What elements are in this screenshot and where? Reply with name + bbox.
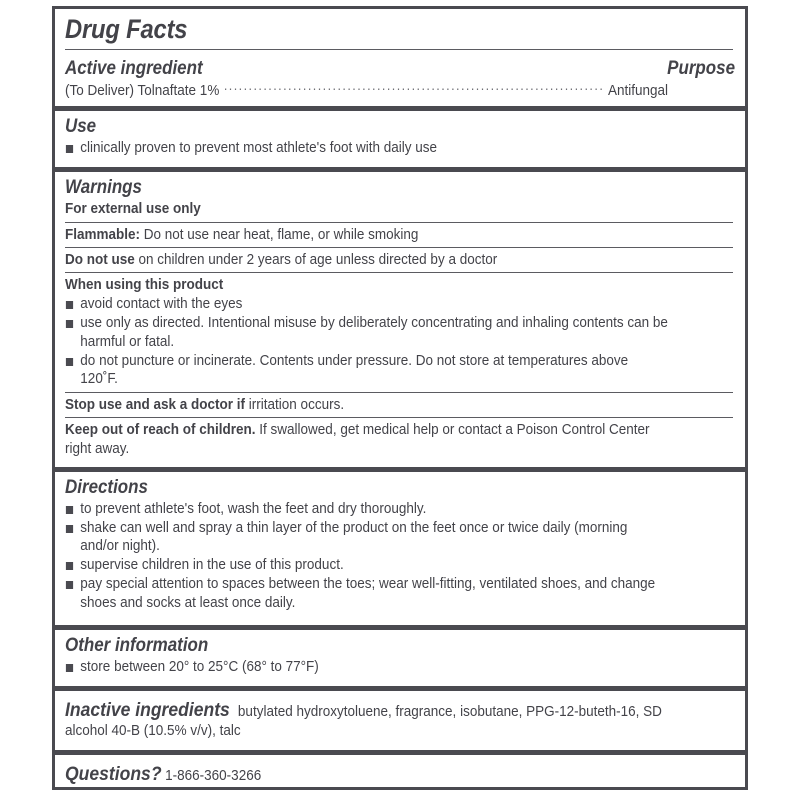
other-information-heading: Other information <box>65 634 209 657</box>
inactive-ingredients-section <box>55 691 745 750</box>
active-ingredient-heading-row <box>65 53 735 80</box>
list-item: avoid contact with the eyes <box>65 295 668 314</box>
warning-divider-1 <box>65 222 733 223</box>
active-ingredient-value: (To Deliver) Tolnaftate 1% <box>65 82 220 100</box>
warning-keep-out-label: Keep out of reach of children. <box>65 421 256 439</box>
warning-keep-out-text: If swallowed, get medical help or contact a Poison Control Center right away. <box>65 421 650 457</box>
warning-do-not-use-label: Do not use <box>65 251 135 269</box>
questions-section <box>55 755 745 786</box>
title-rule-wrap <box>55 49 745 50</box>
warning-do-not-use-text: on children under 2 years of age unless directed by a doctor <box>134 251 498 269</box>
purpose-heading: Purpose <box>667 57 735 80</box>
directions-section <box>55 477 745 625</box>
warnings-section <box>55 177 745 467</box>
list-item: clinically proven to prevent most athlete's foot with daily use <box>65 139 668 158</box>
warning-flammable <box>65 226 668 244</box>
directions-list <box>65 500 735 613</box>
title-divider <box>65 49 733 50</box>
section-divider-directions <box>55 467 745 472</box>
warning-stop-use-text: irritation occurs. <box>245 395 345 413</box>
active-ingredient-row <box>65 80 668 100</box>
purpose-value: Antifungal <box>607 82 668 100</box>
section-divider-use <box>55 106 745 111</box>
list-item: pay special attention to spaces between the toes; wear well-fitting, ventilated shoes, and change shoes and socks at least once daily. <box>65 575 668 612</box>
warning-flammable-text: Do not use near heat, flame, or while smoking <box>140 225 419 243</box>
list-item: shake can well and spray a thin layer of the product on the feet once or twice daily (morning and/or night). <box>65 519 668 556</box>
warning-stop-use <box>65 396 668 414</box>
warning-divider-4 <box>65 392 733 393</box>
warning-stop-use-label: Stop use and ask a doctor if <box>65 395 246 413</box>
dot-leader <box>224 80 605 95</box>
active-ingredient-section <box>55 53 745 106</box>
warning-divider-2 <box>65 247 733 248</box>
drug-facts-label <box>52 6 748 790</box>
inactive-ingredients-text: butylated hydroxytoluene, fragrance, isobutane, PPG-12-buteth-16, SD alcohol 40-B (10.5% v/v), talc <box>65 702 662 740</box>
list-item: use only as directed. Intentional misuse by deliberately concentrating and inhaling contents can be harmful or fatal. <box>65 314 668 351</box>
questions-phone: 1-866-360-3266 <box>165 766 262 784</box>
warning-do-not-use <box>65 251 668 269</box>
inactive-ingredients-heading: Inactive ingredients <box>65 698 230 721</box>
warning-when-using-heading: When using this product <box>65 276 224 294</box>
other-information-section <box>55 635 745 686</box>
list-item: do not puncture or incinerate. Contents under pressure. Do not store at temperatures above 120˚F. <box>65 352 668 389</box>
warning-flammable-label: Flammable: <box>65 225 141 243</box>
warning-divider-5 <box>65 417 733 418</box>
title-section <box>55 15 745 44</box>
section-divider-warnings <box>55 167 745 172</box>
page-title: Drug Facts <box>65 14 188 44</box>
warning-divider-3 <box>65 272 733 273</box>
use-heading: Use <box>65 115 97 138</box>
directions-heading: Directions <box>65 476 148 499</box>
other-information-list <box>65 658 735 677</box>
warning-keep-out-of-reach <box>65 421 668 458</box>
questions-paragraph <box>65 755 668 786</box>
warning-when-using-list <box>65 295 735 389</box>
use-section <box>55 116 745 167</box>
use-list <box>65 139 735 158</box>
active-ingredient-heading: Active ingredient <box>65 57 203 80</box>
list-item: store between 20° to 25°C (68° to 77°F) <box>65 658 668 677</box>
warnings-heading: Warnings <box>65 176 142 198</box>
questions-heading: Questions? <box>65 762 162 785</box>
inactive-ingredients-paragraph <box>65 691 668 741</box>
warning-external-use: For external use only <box>65 199 201 217</box>
list-item: to prevent athlete's foot, wash the feet and dry thoroughly. <box>65 500 668 519</box>
list-item: supervise children in the use of this product. <box>65 556 668 575</box>
section-divider-other-info <box>55 625 745 630</box>
